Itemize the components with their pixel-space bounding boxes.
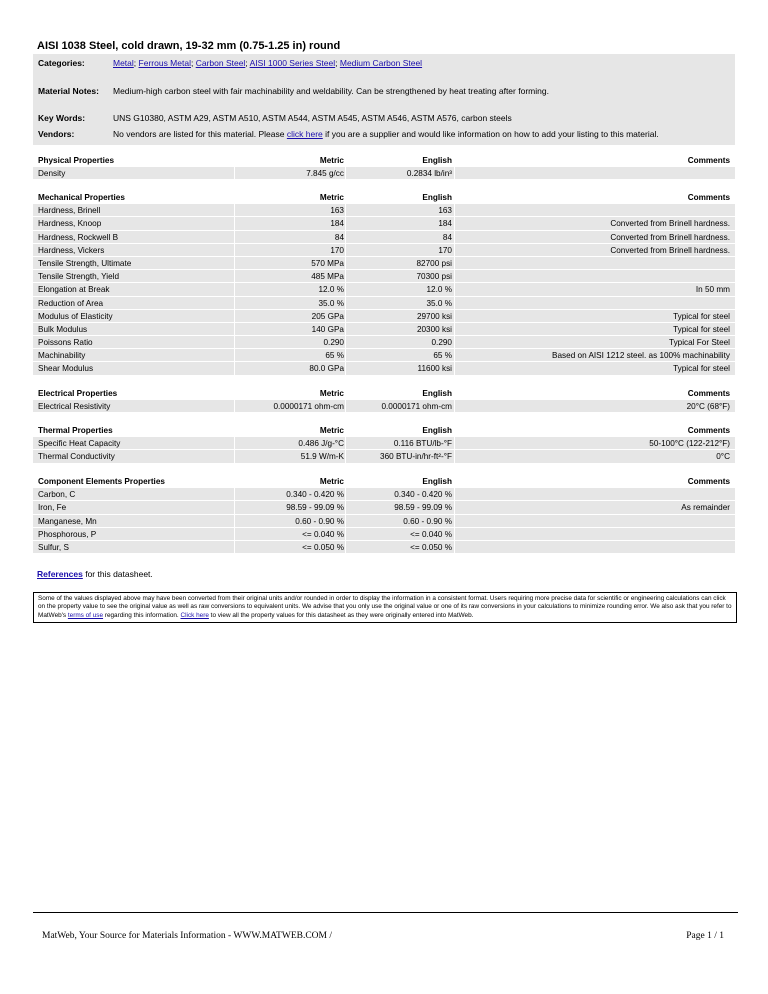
property-section <box>33 154 735 180</box>
property-row <box>33 362 735 375</box>
cell-divider <box>454 437 455 449</box>
original-values-link[interactable]: Click here <box>180 611 209 619</box>
cell-divider <box>345 297 346 309</box>
cell-divider <box>234 204 235 216</box>
english-value[interactable]: 12.0 % <box>426 285 452 295</box>
metric-value[interactable]: <= 0.050 % <box>302 542 344 552</box>
section-title: Thermal Properties <box>38 426 113 435</box>
cell-divider <box>234 257 235 269</box>
property-name: Carbon, C <box>38 490 76 500</box>
property-row <box>33 336 735 349</box>
section-header <box>33 154 735 167</box>
cell-divider <box>345 488 346 500</box>
cell-divider <box>454 217 455 229</box>
cell-divider <box>234 283 235 295</box>
references-text: for this datasheet. <box>82 569 153 579</box>
english-value[interactable]: 0.0000171 ohm-cm <box>381 402 452 412</box>
property-row <box>33 528 735 541</box>
property-name: Hardness, Rockwell B <box>38 232 119 242</box>
property-row <box>33 450 735 463</box>
metric-value[interactable]: 163 <box>330 206 344 216</box>
property-name: Iron, Fe <box>38 503 67 513</box>
note-text-2: regarding this information. <box>103 611 181 619</box>
category-separator: ; <box>245 58 250 68</box>
metric-value[interactable]: 0.486 J/g-°C <box>298 439 344 449</box>
metric-value[interactable]: <= 0.040 % <box>302 529 344 539</box>
cell-divider <box>234 541 235 553</box>
property-comment: Converted from Brinell hardness. <box>610 219 730 229</box>
cell-divider <box>234 362 235 374</box>
property-comment: Converted from Brinell hardness. <box>610 232 730 242</box>
comments-header: Comments <box>687 193 730 202</box>
page-title: AISI 1038 Steel, cold drawn, 19-32 mm (0.75-1.25 in) round <box>37 40 341 52</box>
keywords-label: Key Words: <box>38 113 86 123</box>
cell-divider <box>234 488 235 500</box>
note-text-1: Some of the values displayed above may have been converted from their original units and/or rounded in order to display the information in a consistent format. Users requiring more precise data for scientific or engineering calculations can click on the property value to see the original value as well as raw conversions to equivalent units. We advise that you only use the original value or one of its raw conversions in your calculations to minimize rounding error. We also ask that you refer to MatWeb's <box>38 595 732 619</box>
english-value[interactable]: 0.60 - 0.90 % <box>403 516 452 526</box>
property-row <box>33 400 735 413</box>
property-name: Hardness, Vickers <box>38 245 105 255</box>
cell-divider <box>234 437 235 449</box>
cell-divider <box>345 204 346 216</box>
cell-divider <box>345 217 346 229</box>
terms-of-use-link[interactable]: terms of use <box>67 611 104 619</box>
english-value[interactable]: 65 % <box>433 351 452 361</box>
comments-header: Comments <box>687 477 730 486</box>
cell-divider <box>454 310 455 322</box>
property-row <box>33 349 735 362</box>
metric-value[interactable]: 98.59 - 99.09 % <box>286 503 344 513</box>
property-row <box>33 437 735 450</box>
property-name: Density <box>38 169 66 179</box>
comments-header: Comments <box>687 426 730 435</box>
cell-divider <box>345 323 346 335</box>
metric-value[interactable]: 80.0 GPa <box>309 364 344 374</box>
cell-divider <box>234 217 235 229</box>
property-name: Specific Heat Capacity <box>38 439 121 449</box>
english-value[interactable]: 29700 ksi <box>416 311 452 321</box>
cell-divider <box>454 400 455 412</box>
property-section <box>33 424 735 464</box>
cell-divider <box>454 528 455 540</box>
metric-value[interactable]: 0.340 - 0.420 % <box>286 490 344 500</box>
category-separator: ; <box>133 58 139 68</box>
comments-header: Comments <box>687 389 730 398</box>
property-row <box>33 515 735 528</box>
keywords-text: UNS G10380, ASTM A29, ASTM A510, ASTM A544, ASTM A545, ASTM A546, ASTM A576, carbon steels <box>113 113 512 123</box>
material-info-box <box>33 54 735 145</box>
cell-divider <box>345 400 346 412</box>
section-title: Electrical Properties <box>38 389 118 398</box>
english-value[interactable]: 70300 psi <box>416 272 452 282</box>
cell-divider <box>345 257 346 269</box>
cell-divider <box>454 362 455 374</box>
category-link[interactable]: Metal <box>113 58 134 68</box>
property-row <box>33 501 735 514</box>
cell-divider <box>345 541 346 553</box>
cell-divider <box>234 450 235 462</box>
cell-divider <box>234 231 235 243</box>
metric-header: Metric <box>319 389 344 398</box>
property-row <box>33 541 735 554</box>
english-header: English <box>422 426 452 435</box>
cell-divider <box>234 336 235 348</box>
metric-header: Metric <box>319 193 344 202</box>
property-comment: 20°C (68°F) <box>686 402 730 412</box>
english-value[interactable]: 98.59 - 99.09 % <box>394 503 452 513</box>
cell-divider <box>345 231 346 243</box>
vendors-text <box>113 129 659 139</box>
english-header: English <box>422 193 452 202</box>
references-link[interactable]: References <box>37 569 83 579</box>
property-comment: As remainder <box>681 503 730 513</box>
property-name: Hardness, Knoop <box>38 219 102 229</box>
property-comment: 50-100°C (122-212°F) <box>649 439 730 449</box>
english-header: English <box>422 477 452 486</box>
cell-divider <box>345 362 346 374</box>
metric-value[interactable]: 0.60 - 0.90 % <box>295 516 344 526</box>
metric-value[interactable]: 170 <box>330 245 344 255</box>
metric-value[interactable]: 485 MPa <box>311 272 344 282</box>
property-section <box>33 475 735 554</box>
english-value[interactable]: 0.340 - 0.420 % <box>394 490 452 500</box>
cell-divider <box>454 323 455 335</box>
section-title: Mechanical Properties <box>38 193 125 202</box>
property-name: Tensile Strength, Yield <box>38 272 120 282</box>
metric-value[interactable]: 35.0 % <box>318 298 344 308</box>
metric-value[interactable]: 205 GPa <box>311 311 344 321</box>
category-separator: ; <box>335 58 340 68</box>
property-row <box>33 217 735 230</box>
cell-divider <box>454 501 455 513</box>
footer-divider <box>33 912 738 913</box>
cell-divider <box>454 541 455 553</box>
english-value[interactable]: 84 <box>442 232 452 242</box>
category-link[interactable]: Medium Carbon Steel <box>339 58 423 68</box>
cell-divider <box>454 349 455 361</box>
property-name: Bulk Modulus <box>38 324 88 334</box>
metric-header: Metric <box>319 477 344 486</box>
property-section <box>33 387 735 413</box>
cell-divider <box>234 515 235 527</box>
property-name: Phosphorous, P <box>38 529 97 539</box>
cell-divider <box>454 336 455 348</box>
cell-divider <box>234 270 235 282</box>
cell-divider <box>345 167 346 179</box>
cell-divider <box>454 244 455 256</box>
cell-divider <box>454 270 455 282</box>
cell-divider <box>345 515 346 527</box>
metric-value[interactable]: 0.0000171 ohm-cm <box>273 402 344 412</box>
property-row <box>33 488 735 501</box>
metric-header: Metric <box>319 156 344 165</box>
cell-divider <box>454 231 455 243</box>
english-value[interactable]: 0.290 <box>431 338 452 348</box>
english-value[interactable]: <= 0.050 % <box>410 542 452 552</box>
metric-value[interactable]: 84 <box>334 232 344 242</box>
cell-divider <box>234 244 235 256</box>
cell-divider <box>345 244 346 256</box>
property-comment: Typical for steel <box>673 311 730 321</box>
property-name: Modulus of Elasticity <box>38 311 113 321</box>
vendors-label: Vendors: <box>38 129 75 139</box>
cell-divider <box>234 297 235 309</box>
references-line <box>37 569 153 579</box>
english-header: English <box>422 156 452 165</box>
vendor-click-here-link[interactable]: click here <box>286 129 323 139</box>
cell-divider <box>454 450 455 462</box>
cell-divider <box>234 400 235 412</box>
section-header <box>33 387 735 400</box>
categories-links <box>113 58 422 68</box>
footer-page-number: Page 1 / 1 <box>686 931 724 941</box>
english-value[interactable]: 0.2834 lb/in³ <box>406 169 452 179</box>
metric-value[interactable]: 0.290 <box>323 338 344 348</box>
english-value[interactable]: 11600 ksi <box>417 364 452 374</box>
metric-value[interactable]: 12.0 % <box>318 285 344 295</box>
property-row <box>33 310 735 323</box>
category-link[interactable]: Carbon Steel <box>195 58 246 68</box>
english-value[interactable]: 184 <box>438 219 452 229</box>
english-value[interactable]: 170 <box>438 245 452 255</box>
cell-divider <box>345 450 346 462</box>
english-value[interactable]: 163 <box>438 206 452 216</box>
cell-divider <box>454 257 455 269</box>
property-name: Thermal Conductivity <box>38 452 115 462</box>
property-comment: Typical for steel <box>673 364 730 374</box>
property-row <box>33 283 735 296</box>
material-notes-label: Material Notes: <box>38 86 99 96</box>
category-link[interactable]: AISI 1000 Series Steel <box>249 58 336 68</box>
cell-divider <box>234 310 235 322</box>
category-separator: ; <box>190 58 196 68</box>
cell-divider <box>454 515 455 527</box>
property-name: Poissons Ratio <box>38 338 93 348</box>
property-comment: In 50 mm <box>695 285 730 295</box>
property-comment: Based on AISI 1212 steel. as 100% machinability <box>552 351 730 361</box>
material-notes-text: Medium-high carbon steel with fair machinability and weldability. Can be strengthened by heat treating after forming. <box>113 86 549 96</box>
vendors-text-pre: No vendors are listed for this material. Please <box>113 129 287 139</box>
property-row <box>33 270 735 283</box>
property-name: Sulfur, S <box>38 542 69 552</box>
section-title: Component Elements Properties <box>38 477 165 486</box>
property-name: Machinability <box>38 351 86 361</box>
cell-divider <box>345 349 346 361</box>
cell-divider <box>345 310 346 322</box>
footer-source: MatWeb, Your Source for Materials Information - WWW.MATWEB.COM / <box>42 931 332 941</box>
metric-value[interactable]: 570 MPa <box>311 258 344 268</box>
property-row <box>33 257 735 270</box>
section-header <box>33 475 735 488</box>
section-title: Physical Properties <box>38 156 114 165</box>
disclaimer-note <box>33 592 737 623</box>
cell-divider <box>454 204 455 216</box>
cell-divider <box>454 167 455 179</box>
category-link[interactable]: Ferrous Metal <box>138 58 191 68</box>
property-name: Hardness, Brinell <box>38 206 101 216</box>
metric-value[interactable]: 51.9 W/m-K <box>300 452 344 462</box>
cell-divider <box>454 488 455 500</box>
cell-divider <box>234 323 235 335</box>
english-header: English <box>422 389 452 398</box>
section-header <box>33 191 735 204</box>
property-comment: Typical for steel <box>673 324 730 334</box>
english-value[interactable]: 0.116 BTU/lb-°F <box>393 439 452 449</box>
english-value[interactable]: <= 0.040 % <box>410 529 452 539</box>
property-name: Electrical Resistivity <box>38 402 111 412</box>
categories-label: Categories: <box>38 58 85 68</box>
metric-value[interactable]: 184 <box>330 219 344 229</box>
property-name: Elongation at Break <box>38 285 110 295</box>
property-row <box>33 167 735 180</box>
english-value[interactable]: 20300 ksi <box>416 324 452 334</box>
property-name: Reduction of Area <box>38 298 104 308</box>
metric-value[interactable]: 65 % <box>325 351 344 361</box>
property-section <box>33 191 735 376</box>
property-name: Manganese, Mn <box>38 516 97 526</box>
metric-value[interactable]: 140 GPa <box>311 324 344 334</box>
cell-divider <box>345 501 346 513</box>
property-comment: Converted from Brinell hardness. <box>610 245 730 255</box>
cell-divider <box>234 528 235 540</box>
property-comment: 0°C <box>716 452 730 462</box>
metric-header: Metric <box>319 426 344 435</box>
cell-divider <box>234 349 235 361</box>
property-comment: Typical For Steel <box>669 338 730 348</box>
property-row <box>33 323 735 336</box>
cell-divider <box>454 283 455 295</box>
property-row <box>33 204 735 217</box>
cell-divider <box>454 297 455 309</box>
cell-divider <box>345 437 346 449</box>
english-value[interactable]: 35.0 % <box>426 298 452 308</box>
cell-divider <box>345 270 346 282</box>
property-row <box>33 297 735 310</box>
property-row <box>33 244 735 257</box>
cell-divider <box>345 283 346 295</box>
cell-divider <box>345 336 346 348</box>
cell-divider <box>234 167 235 179</box>
property-name: Tensile Strength, Ultimate <box>38 258 132 268</box>
cell-divider <box>234 501 235 513</box>
vendors-text-post: if you are a supplier and would like information on how to add your listing to this material. <box>322 129 659 139</box>
property-name: Shear Modulus <box>38 364 94 374</box>
comments-header: Comments <box>687 156 730 165</box>
cell-divider <box>345 528 346 540</box>
note-text-3: to view all the property values for this datasheet as they were originally entered into MatWeb. <box>208 611 474 619</box>
property-row <box>33 231 735 244</box>
section-header <box>33 424 735 437</box>
metric-value[interactable]: 7.845 g/cc <box>306 169 344 179</box>
english-value[interactable]: 82700 psi <box>416 258 452 268</box>
english-value[interactable]: 360 BTU-in/hr-ft²-°F <box>380 452 452 462</box>
